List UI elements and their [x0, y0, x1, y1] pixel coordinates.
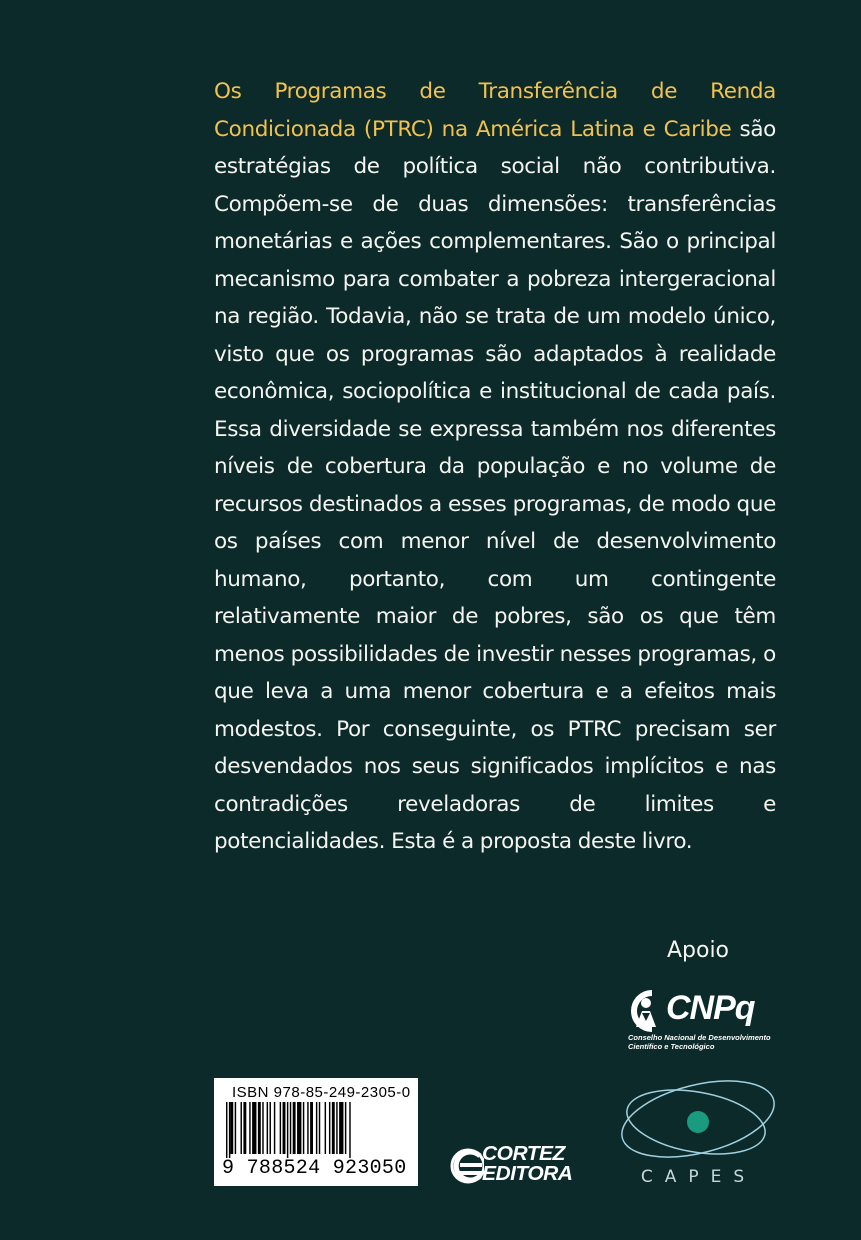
- cnpq-subtitle-line1: Conselho Nacional de Desenvolvimento: [628, 1033, 771, 1042]
- barcode-bar: [241, 1102, 242, 1154]
- cortez-editora-logo: [450, 1142, 590, 1190]
- barcode-bar: [243, 1102, 246, 1154]
- barcode-bar: [262, 1102, 263, 1154]
- barcode-bar: [297, 1102, 301, 1154]
- capes-name: CAPES: [640, 1167, 757, 1187]
- barcode-bar: [319, 1102, 320, 1154]
- barcode-bar: [235, 1102, 236, 1154]
- barcode-bar: [290, 1102, 291, 1154]
- cnpq-emblem-icon: [622, 987, 670, 1035]
- barcode-bar: [270, 1102, 271, 1154]
- barcode-bar: [283, 1102, 286, 1154]
- barcode-bar: [332, 1102, 335, 1154]
- barcode-bar: [249, 1102, 250, 1154]
- barcode-bar: [226, 1102, 227, 1158]
- barcode-bar: [258, 1102, 261, 1154]
- synopsis-highlight: Os Programas de Transferência de Renda Condicionada (PTRC) na América Latina e Caribe: [214, 79, 776, 142]
- barcode-bar: [293, 1102, 296, 1154]
- barcode-bar: [307, 1102, 308, 1154]
- cortez-line2: EDITORA: [482, 1163, 573, 1185]
- cnpq-subtitle: [628, 1033, 771, 1051]
- barcode-bar: [329, 1102, 330, 1154]
- isbn-label: ISBN 978-85-249-2305-0: [232, 1084, 411, 1101]
- barcode-bar: [349, 1102, 350, 1158]
- cortez-line1: CORTEZ: [482, 1143, 565, 1165]
- support-label: Apoio: [666, 938, 730, 963]
- barcode-bar: [267, 1102, 268, 1154]
- barcode-bar: [230, 1102, 233, 1154]
- barcode-bar: [316, 1102, 317, 1154]
- barcode-bar: [339, 1102, 343, 1154]
- barcode-bar: [325, 1102, 326, 1154]
- capes-logo: [616, 1064, 781, 1190]
- barcode-bar: [345, 1102, 346, 1154]
- cnpq-name: CNPq: [666, 989, 755, 1027]
- cortez-emblem-icon: [450, 1146, 484, 1186]
- isbn-barcode-box: [214, 1078, 418, 1186]
- synopsis-body: são estratégias de política social não contributiva. Compõem-se de duas dimensões: transferências monetárias e ações complementares. São o principal mecanismo para combater a pobreza intergeracional na região. Todavia, não se trata de um modelo único, visto que os programas são adaptados à realidade econômica, sociopolítica e institucional de cada país. Essa diversidade se expressa também nos diferentes níveis de cobertura da população e no volume de recursos destinados a esses programas, de modo que os países com menor nível de desenvolvimento humano, portanto, com um contingente relativamente maior de pobres, são os que têm menos possibilidades de investir nesses programas, o que leva a uma menor cobertura e a efeitos mais modestos. Por conseguinte, os PTRC precisam ser desvendados nos seus significados implícitos e nas contradições reveladoras de limites e potencialidades. Esta é a proposta deste livro.: [214, 116, 776, 854]
- back-cover-synopsis: [214, 73, 776, 861]
- barcode-icon: [226, 1102, 408, 1158]
- barcode-bar: [252, 1102, 256, 1154]
- cnpq-subtitle-line2: Científico e Tecnológico: [628, 1042, 715, 1051]
- cnpq-logo: [620, 985, 780, 1057]
- barcode-bar: [229, 1102, 230, 1158]
- barcode-bar: [310, 1102, 313, 1154]
- barcode-bar: [303, 1102, 304, 1154]
- capes-orbit-icon: [616, 1064, 781, 1164]
- barcode-bar: [287, 1102, 288, 1158]
- barcode-bar: [336, 1102, 337, 1154]
- barcode-bar: [280, 1102, 281, 1154]
- isbn-digits: 9 788524 923050: [222, 1157, 407, 1180]
- barcode-bar: [274, 1102, 275, 1154]
- cortez-wordmark: [482, 1144, 572, 1184]
